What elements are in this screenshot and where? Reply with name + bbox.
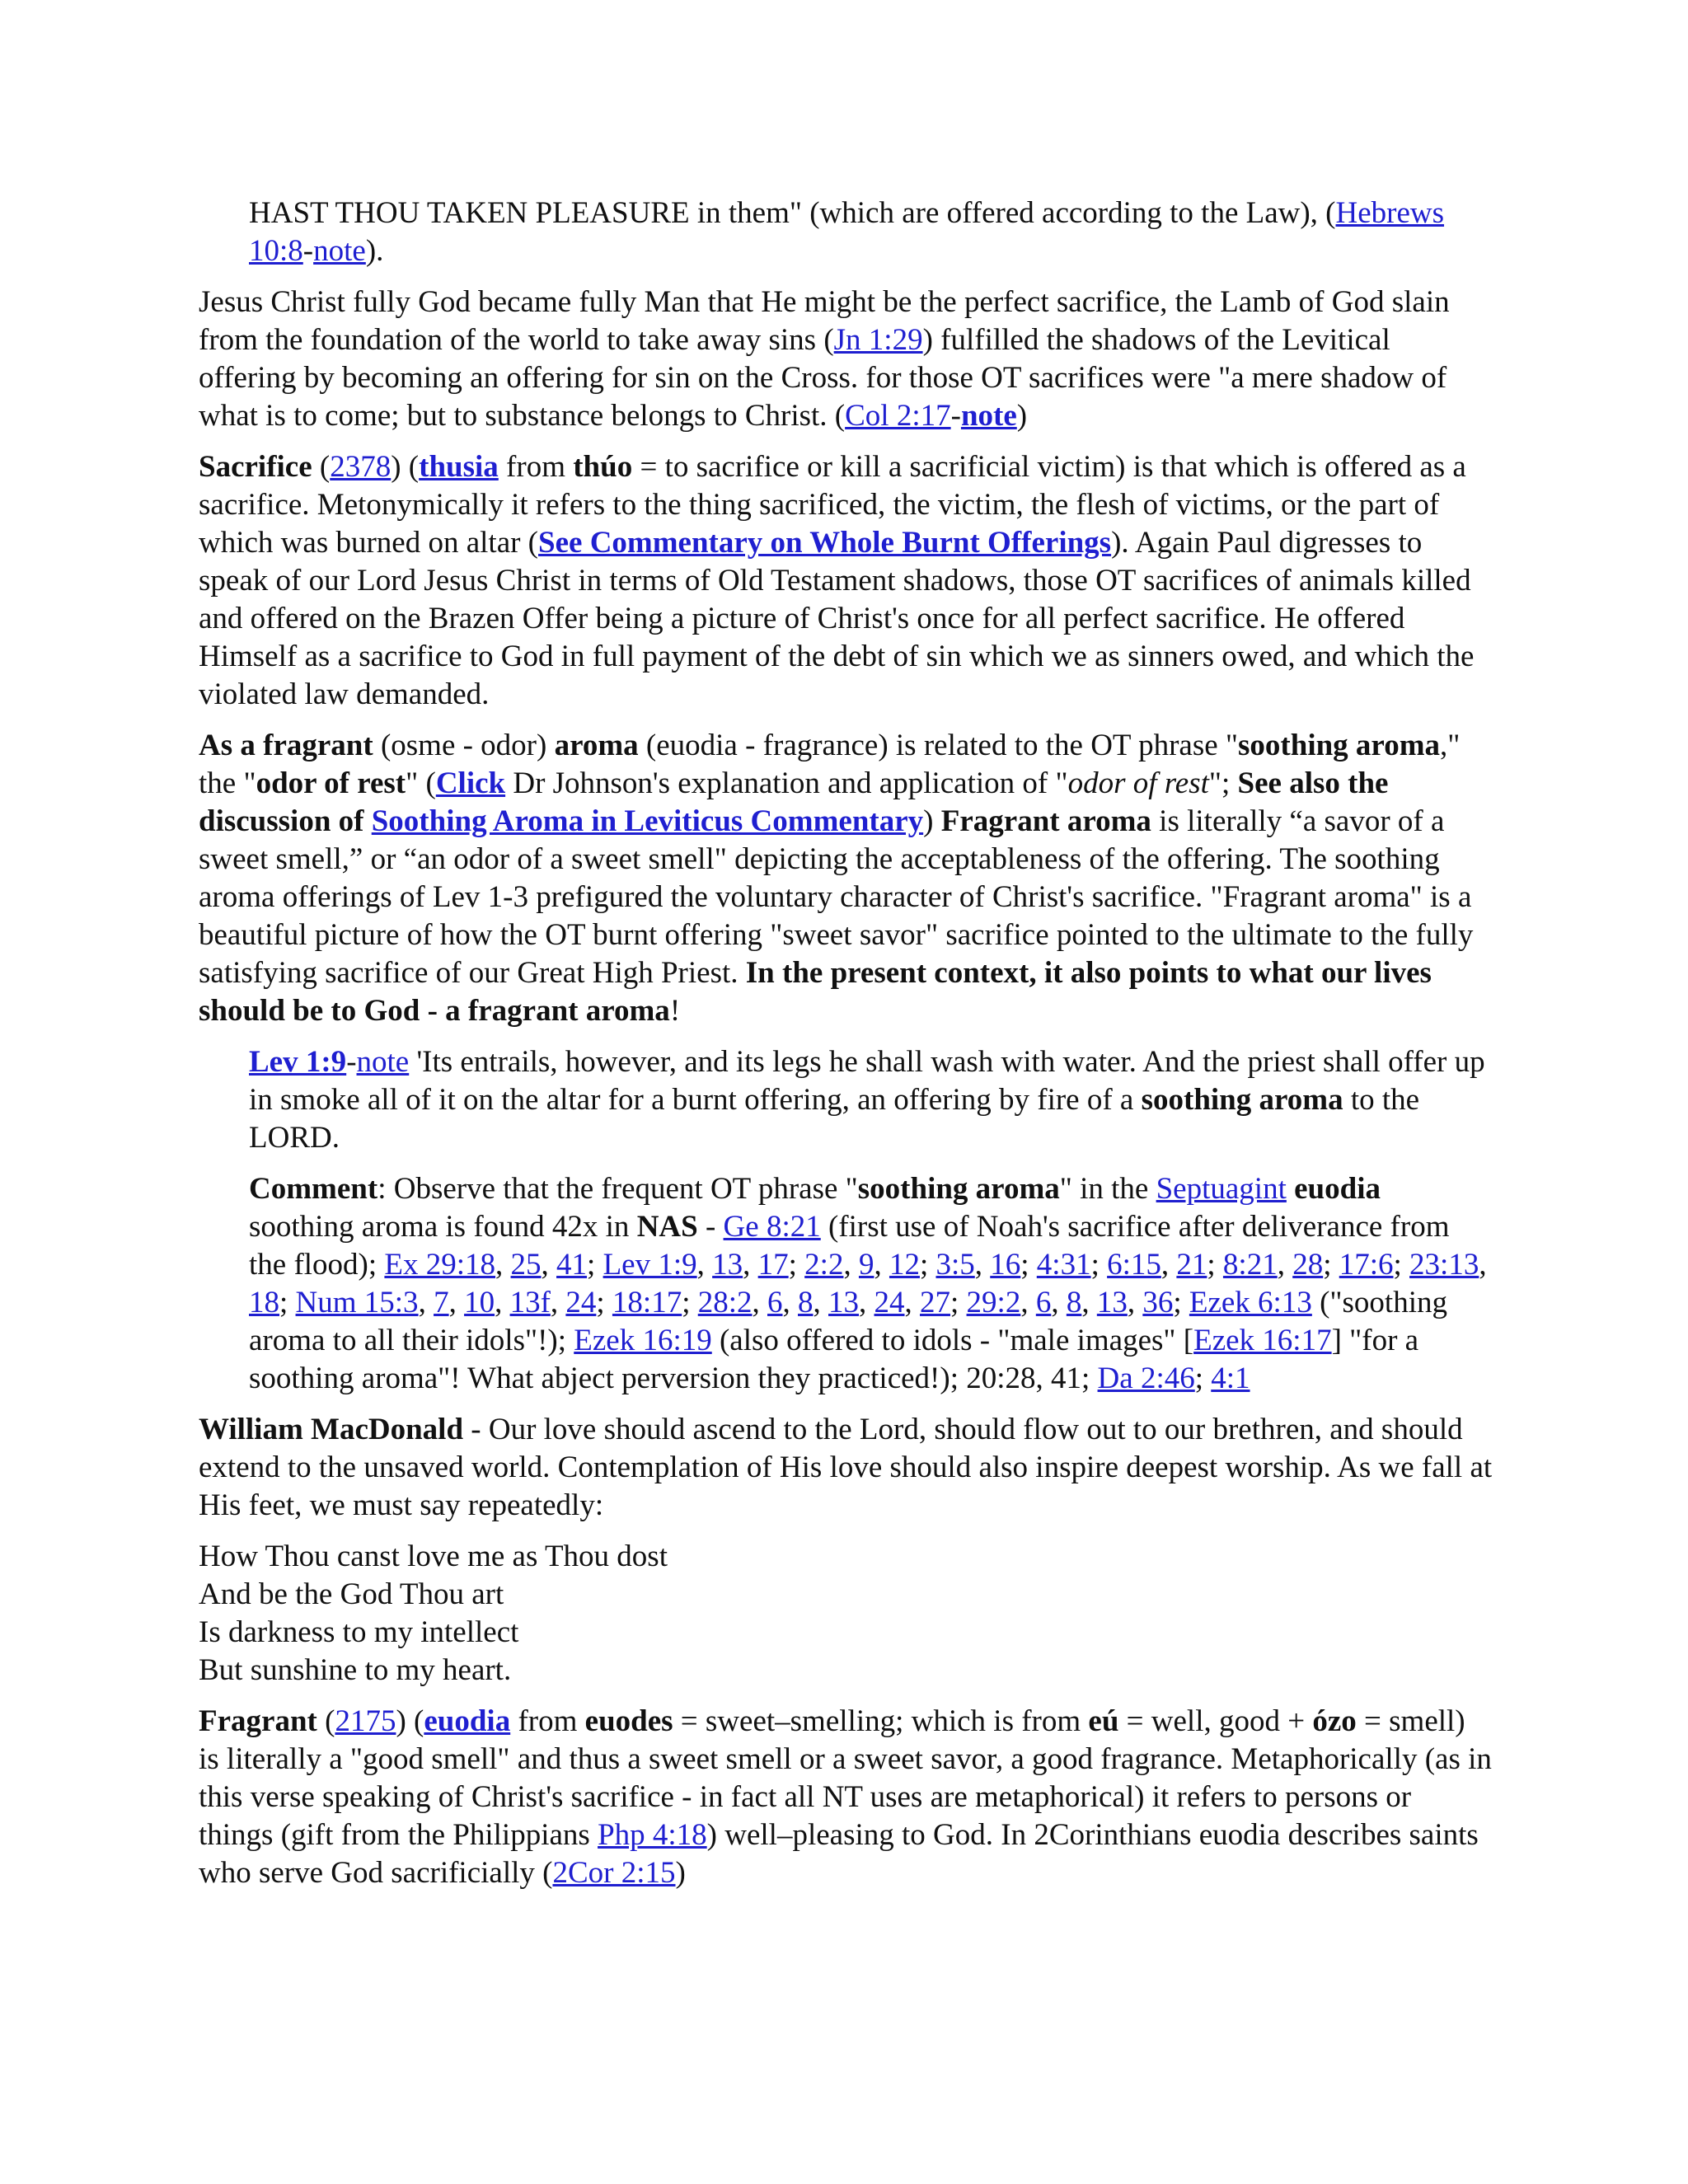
text: - <box>950 399 961 433</box>
link-ref[interactable]: 24 <box>874 1286 905 1319</box>
text: ) ( <box>391 450 420 484</box>
link-ref[interactable]: 41 <box>556 1248 588 1282</box>
text: : Observe that the frequent OT phrase " <box>377 1172 858 1206</box>
text: = smell) is literally a "good smell" and thus a sweet smell or a sweet savor, a good fragrance. Metaphorically (as in this verse speaking of Christ's sacrifice - in fact all NT uses are metaphorical) it refers to persons or things (gift from the Philippians <box>199 1704 1492 1852</box>
link-ref[interactable]: 16 <box>990 1248 1021 1282</box>
text: ("soothing aroma to all their idols"!); <box>249 1286 1447 1357</box>
term-fragrant-aroma: Fragrant aroma <box>940 804 1151 838</box>
term-sacrifice: Sacrifice <box>199 450 312 484</box>
poem-line: But sunshine to my heart. <box>199 1653 512 1687</box>
text: ) well–pleasing to God. In 2Corinthians euodia describes saints who serve God sacrificially ( <box>199 1818 1479 1890</box>
text: from <box>498 450 574 484</box>
text: - <box>302 234 314 268</box>
link-note[interactable]: note <box>356 1045 410 1079</box>
link-click[interactable]: Click <box>435 766 506 800</box>
link-ref[interactable]: 27 <box>920 1286 951 1319</box>
term-euodes: euodes <box>584 1704 673 1738</box>
poem-line: And be the God Thou art <box>199 1577 504 1611</box>
link-ref[interactable]: 3:5 <box>935 1248 975 1282</box>
text: = well, good + <box>1118 1704 1313 1738</box>
term-eu: eú <box>1088 1704 1119 1738</box>
text <box>1287 1172 1294 1206</box>
term-nas: NAS <box>636 1210 698 1244</box>
text: (euodia - fragrance) is related to the OT phrase " <box>638 729 1239 762</box>
link-ref[interactable]: 23:13 <box>1409 1248 1479 1282</box>
link-ref[interactable]: 13f <box>509 1286 551 1319</box>
text: ). Again Paul digresses to speak of our Lord Jesus Christ in terms of Old Testament shadows, those OT sacrifices of animals killed and offered on the Brazen Offer being a picture of Christ's once for all perfect sacrifice. He offered Himself as a sacrifice to God in full payment of the debt of sin which we as sinners owed, and which the violated law demanded. <box>199 526 1475 711</box>
link-ref[interactable]: 24 <box>565 1286 597 1319</box>
text: (also offered to idols - "male images" [ <box>711 1324 1194 1357</box>
text: ; <box>1194 1361 1212 1395</box>
link-jn-1-29[interactable]: Jn 1:29 <box>833 323 923 357</box>
link-strongs-2175[interactable]: 2175 <box>335 1704 396 1738</box>
text: ( <box>312 450 331 484</box>
link-euodia[interactable]: euodia <box>424 1704 511 1738</box>
text: - <box>697 1210 724 1244</box>
link-ref[interactable]: 21 <box>1176 1248 1207 1282</box>
link-ref[interactable]: 36 <box>1142 1286 1174 1319</box>
link-ref[interactable]: 8 <box>1066 1286 1082 1319</box>
text: is literally “a savor of a sweet smell,” or “an odor of a sweet smell" depicting the acceptableness of the offering. The soothing aroma offerings of Lev 1-3 prefigured the voluntary character of Christ's sacrifice. "Fragrant aroma" is a beautiful picture of how the OT burnt offering "sweet savor" sacrifice pointed to the ultimate to the fully satisfying sacrifice of our Great High Priest. <box>199 804 1474 990</box>
text: " ( <box>406 766 436 800</box>
text: - <box>346 1045 357 1079</box>
see-also-label: See also the discussion of <box>199 766 1389 838</box>
paragraph-fragrant-aroma <box>199 727 1493 1030</box>
term-fragrant: Fragrant <box>199 1704 317 1738</box>
text: soothing aroma is found 42x in <box>249 1210 637 1244</box>
paragraph-fragrant <box>199 1703 1493 1892</box>
link-thusia[interactable]: thusia <box>419 450 499 484</box>
link-lev-1-9[interactable]: Lev 1:9 <box>249 1045 347 1079</box>
text: to the LORD. <box>249 1083 1420 1155</box>
term-odor-of-rest: odor of rest <box>256 766 406 800</box>
link-ref[interactable]: 8 <box>798 1286 814 1319</box>
link-col-2-17[interactable]: Col 2:17 <box>845 399 951 433</box>
text: ] "for a soothing aroma"! What abject perversion they practiced!); 20:28, 41; <box>249 1324 1419 1395</box>
term-as-a-fragrant: As a fragrant <box>199 729 373 762</box>
link-ref[interactable]: 4:31 <box>1036 1248 1091 1282</box>
link-septuagint[interactable]: Septuagint <box>1156 1172 1287 1206</box>
link-ref[interactable]: 17 <box>757 1248 789 1282</box>
link-ref[interactable]: 6 <box>767 1286 783 1319</box>
text: - Our love should ascend to the Lord, should flow out to our brethren, and should extend to the unsaved world. Contemplation of His love should also inspire deepest worship. As we fall at His feet, we must say repeatedly: <box>199 1413 1493 1522</box>
link-ref[interactable]: 6:15 <box>1107 1248 1161 1282</box>
link-ezek-6-13[interactable]: Ezek 6:13 <box>1189 1286 1312 1319</box>
link-ref[interactable]: 10 <box>464 1286 495 1319</box>
link-ref[interactable]: 28:2 <box>697 1286 753 1319</box>
link-ref[interactable]: 13 <box>828 1286 860 1319</box>
text: ) <box>923 804 941 838</box>
text: ) ( <box>396 1704 424 1738</box>
paragraph-sacrifice <box>199 448 1493 714</box>
term-comment: Comment <box>249 1172 378 1206</box>
paragraph-macdonald <box>199 1411 1493 1525</box>
text: " in the <box>1059 1172 1156 1206</box>
link-2cor-2-15[interactable]: 2Cor 2:15 <box>552 1856 676 1890</box>
text: ) <box>1016 399 1028 433</box>
poem-line: Is darkness to my intellect <box>199 1615 519 1649</box>
link-ref[interactable]: 2:2 <box>804 1248 844 1282</box>
link-strongs-2378[interactable]: 2378 <box>330 450 392 484</box>
term-soothing-aroma: soothing aroma <box>1238 729 1441 762</box>
link-ezek-16-19[interactable]: Ezek 16:19 <box>574 1324 712 1357</box>
text: (osme - odor) <box>373 729 555 762</box>
link-ref[interactable]: 7 <box>434 1286 449 1319</box>
link-commentary-burnt-offerings[interactable]: See Commentary on Whole Burnt Offerings <box>538 526 1112 560</box>
quote-lev-1-9 <box>249 1043 1493 1157</box>
text: ). <box>365 234 384 268</box>
text: ! <box>669 994 681 1028</box>
link-ref[interactable]: Lev 1:9 <box>603 1248 697 1282</box>
link-ref[interactable]: 12 <box>889 1248 920 1282</box>
poem <box>199 1538 1493 1690</box>
link-ref[interactable]: Ex 29:18 <box>384 1248 496 1282</box>
link-ref[interactable]: 18 <box>249 1286 279 1319</box>
term-euodia: euodia <box>1294 1172 1381 1206</box>
text: ( <box>316 1704 335 1738</box>
link-soothing-aroma-leviticus[interactable]: Soothing Aroma in Leviticus Commentary <box>371 804 924 838</box>
emphasis-present-context: In the present context, it also points to what our lives should be to God - a fragrant aroma <box>199 956 1432 1028</box>
text: 'Its entrails, however, and its legs he shall wash with water. And the priest shall offer up in smoke all of it on the altar for a burnt offering, an offering by fire of a <box>249 1045 1485 1117</box>
text: ) fulfilled the shadows of the Levitical offering by becoming an offering for sin on the Cross. for those OT sacrifices were "a mere shadow of what is to come; but to substance belongs to Christ. ( <box>199 323 1447 433</box>
text: from <box>510 1704 585 1738</box>
term-ozo: ózo <box>1312 1704 1357 1738</box>
link-ref[interactable]: 9 <box>858 1248 874 1282</box>
comment-paragraph: Comment: Observe that the frequent OT phrase "soothing aroma" in the Septuagint euodia soothing aroma is found 42x in NAS - Ge 8:21 (first use of Noah's sacrifice after deliverance from the flood); Ex 29:18, 25, 41; Lev 1:9, 13, 17; 2:2, 9, 12; 3:5, 16; 4:31; 6:15, 21; 8:21, 28; 17:6; 23:13, 18; Num 15:3, 7, 10, 13f, 24; 18:17; 28:2, 6, 8, 13, 24, 27; 29:2, 6, 8, 13, 36; Ezek 6:13 ("soothing aroma to all their idols"!); Ezek 16:19 (also offered to idols - "male images" [Ezek 16:17] "for a soothing aroma"! What abject perversion they practiced!); 20:28, 41; Da 2:46; 4:1 <box>249 1172 1487 1395</box>
link-note[interactable]: note <box>960 399 1017 433</box>
link-ref[interactable]: 18:17 <box>612 1286 682 1319</box>
link-ge-8-21[interactable]: Ge 8:21 <box>723 1210 821 1244</box>
text: = to sacrifice or kill a sacrificial victim) is that which is offered as a sacrifice. Metonymically it refers to the thing sacrificed, the victim, the flesh of victims, or the part of which was burned on altar ( <box>199 450 1466 560</box>
link-ezek-16-17[interactable]: Ezek 16:17 <box>1193 1324 1332 1357</box>
link-hebrews-10-8[interactable]: Hebrews 10:8 <box>249 196 1445 268</box>
link-ref[interactable]: 25 <box>510 1248 542 1282</box>
text: Dr Johnson's explanation and application of " <box>505 766 1068 800</box>
link-php-4-18[interactable]: Php 4:18 <box>598 1818 707 1852</box>
text: ) <box>675 1856 686 1890</box>
text: Jesus Christ fully God became fully Man that He might be the perfect sacrifice, the Lamb of God slain from the foundation of the world to take away sins ( <box>199 285 1450 357</box>
italic-odor-of-rest: odor of rest <box>1067 766 1209 800</box>
link-4-1[interactable]: 4:1 <box>1211 1361 1250 1395</box>
quote-continuation <box>249 194 1493 270</box>
document-page <box>199 194 1493 1905</box>
link-ref[interactable]: Num 15:3 <box>295 1286 419 1319</box>
text: = sweet–smelling; which is from <box>673 1704 1089 1738</box>
link-ref[interactable]: 13 <box>712 1248 743 1282</box>
author-william-macdonald: William MacDonald <box>199 1413 464 1446</box>
term-soothing-aroma: soothing aroma <box>1141 1083 1343 1117</box>
term-aroma: aroma <box>554 729 639 762</box>
link-ref[interactable]: 28 <box>1292 1248 1324 1282</box>
link-note[interactable]: note <box>313 234 366 268</box>
link-ref[interactable]: 17:6 <box>1339 1248 1394 1282</box>
text: ," the " <box>199 729 1461 800</box>
paragraph-jesus-christ <box>199 284 1493 435</box>
poem-line: How Thou canst love me as Thou dost <box>199 1540 668 1573</box>
link-ref[interactable]: 8:21 <box>1222 1248 1278 1282</box>
link-ref[interactable]: 29:2 <box>966 1286 1021 1319</box>
text: "; <box>1208 766 1238 800</box>
term-thuo: thúo <box>573 450 633 484</box>
text: HAST THOU TAKEN PLEASURE in them" (which are offered according to the Law), ( <box>249 196 1336 230</box>
link-ref[interactable]: 6 <box>1035 1286 1052 1319</box>
text: (first use of Noah's sacrifice after deliverance from the flood); <box>249 1210 1450 1282</box>
term-soothing-aroma: soothing aroma <box>857 1172 1060 1206</box>
link-da-2-46[interactable]: Da 2:46 <box>1097 1361 1195 1395</box>
link-ref[interactable]: 13 <box>1096 1286 1128 1319</box>
